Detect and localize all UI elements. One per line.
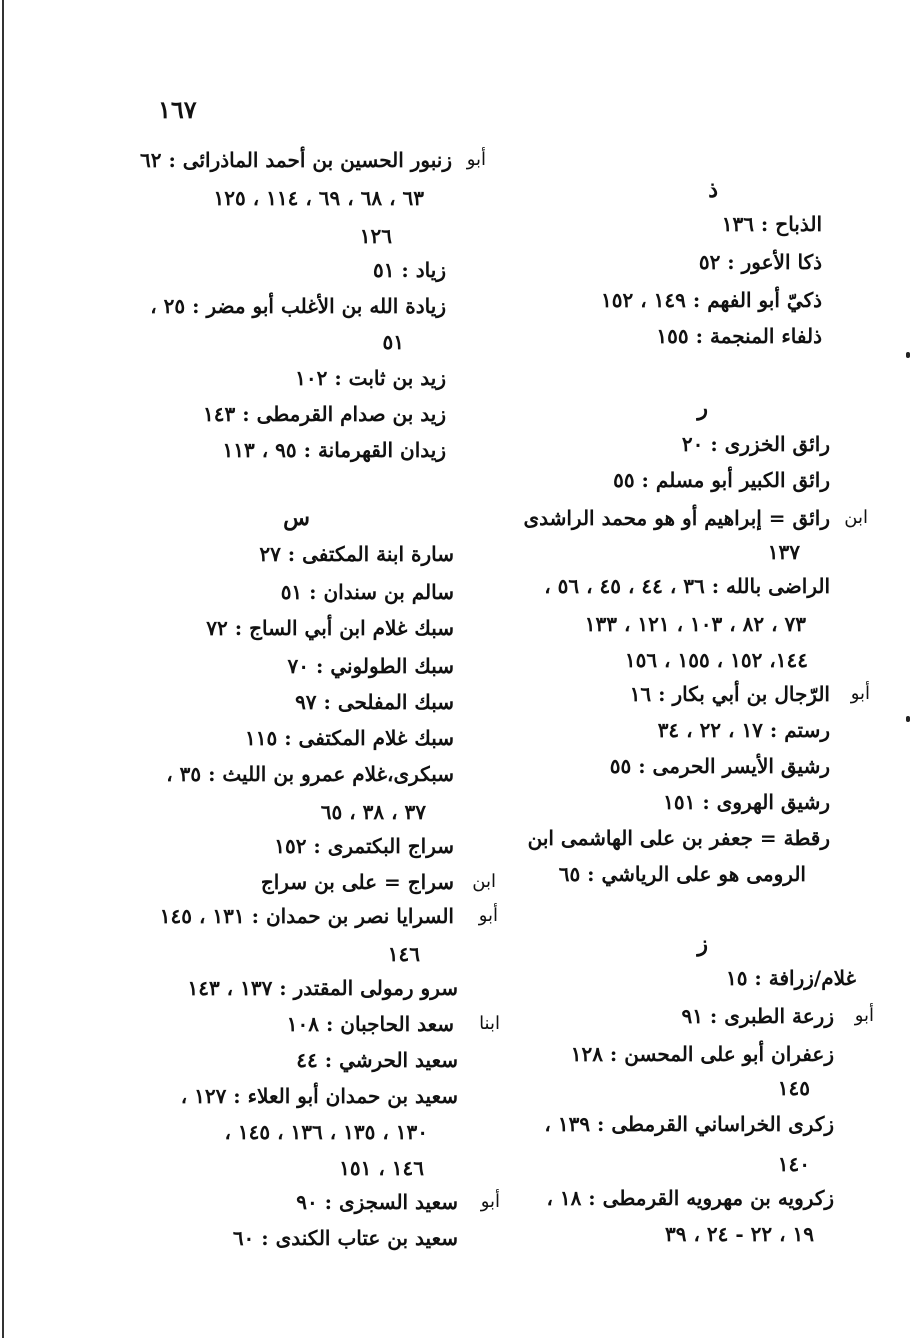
entry-prefix: أبو: [466, 149, 486, 170]
section-heading-dhal: ذ: [708, 177, 718, 203]
index-entry: زنبور الحسين بن أحمد الماذرائى : ٦٢: [140, 148, 452, 172]
index-entry: ١٩ ، ٢٢ - ٢٤ ، ٣٩: [665, 1222, 814, 1246]
margin-mark: [906, 352, 910, 358]
index-entry: ٧٣ ، ٨٢ ، ١٠٣ ، ١٢١ ، ١٣٣: [584, 612, 806, 636]
index-entry: سراج = على بن سراج: [260, 870, 454, 894]
entry-prefix: أبو: [478, 905, 498, 926]
index-entry: رشيق الأيسر الحرمى : ٥٥: [609, 754, 830, 778]
index-entry: زيد بن ثابت : ١٠٢: [295, 366, 446, 390]
section-heading-sin: س: [283, 505, 310, 531]
index-entry: سعيد السجزى : ٩٠: [296, 1190, 458, 1214]
index-entry: سبك الطولوني : ٧٠: [287, 654, 454, 678]
page-edge-line: [2, 0, 4, 1338]
index-entry: سبك غلام ابن أبي الساج : ٧٢: [206, 616, 454, 640]
index-entry: رائق = إبراهيم أو هو محمد الراشدى: [523, 506, 830, 530]
index-entry: ١٤٤، ١٥٢ ، ١٥٥ ، ١٥٦: [624, 648, 808, 672]
entry-prefix: أبو: [480, 1191, 500, 1212]
index-entry: الراضى بالله : ٣٦ ، ٤٤ ، ٤٥ ، ٥٦ ،: [544, 574, 830, 598]
index-entry: غلام/زرافة : ١٥: [725, 966, 856, 990]
index-entry: ٦٣ ، ٦٨ ، ٦٩ ، ١١٤ ، ١٢٥: [213, 186, 424, 210]
index-entry: ١٤٦ ، ١٥١: [339, 1156, 424, 1180]
index-entry: ٥١: [382, 330, 404, 354]
index-entry: سبكرى،غلام عمرو بن الليث : ٣٥ ،: [166, 762, 454, 786]
index-entry: زرعة الطبرى : ٩١: [681, 1004, 834, 1028]
index-entry: ١٣٧: [767, 540, 800, 564]
index-entry: رشيق الهروى : ١٥١: [663, 790, 830, 814]
index-entry: زيدان القهرمانة : ٩٥ ، ١١٣: [222, 438, 446, 462]
index-entry: ١٤٠: [777, 1152, 810, 1176]
index-entry: السرايا نصر بن حمدان : ١٣١ ، ١٤٥: [159, 904, 454, 928]
index-entry: سعيد بن حمدان أبو العلاء : ١٢٧ ،: [180, 1084, 458, 1108]
index-entry: سرو رمولى المقتدر : ١٣٧ ، ١٤٣: [187, 976, 458, 1000]
section-heading-ra: ر: [697, 395, 708, 421]
index-entry: ١٢٦: [359, 224, 392, 248]
index-entry: زياد : ٥١: [372, 258, 446, 282]
index-entry: ١٤٥: [777, 1076, 810, 1100]
index-entry: سعيد بن عتاب الكندى : ٦٠: [232, 1226, 458, 1250]
index-entry: سعد الحاجبان : ١٠٨: [286, 1012, 454, 1036]
index-entry: ١٣٠ ، ١٣٥ ، ١٣٦ ، ١٤٥ ،: [224, 1120, 428, 1144]
entry-prefix: أبو: [850, 683, 870, 704]
index-entry: ذكيّ أبو الفهم : ١٤٩ ، ١٥٢: [601, 288, 822, 312]
index-entry: سالم بن سندان : ٥١: [280, 580, 454, 604]
index-entry: رائق الكبير أبو مسلم : ٥٥: [613, 468, 830, 492]
section-heading-zay: ز: [697, 931, 708, 957]
index-entry: ذكا الأعور : ٥٢: [698, 250, 822, 274]
index-entry: سراج البكتمرى : ١٥٢: [274, 834, 454, 858]
index-entry: ١٤٦: [387, 942, 420, 966]
index-entry: ٣٧ ، ٣٨ ، ٦٥: [320, 800, 426, 824]
index-entry: زكرى الخراساني القرمطى : ١٣٩ ،: [544, 1112, 834, 1136]
index-entry: زيد بن صدام القرمطى : ١٤٣: [203, 402, 446, 426]
index-entry: الرّجال بن أبي بكار : ١٦: [629, 682, 830, 706]
index-entry: زكرويه بن مهرويه القرمطى : ١٨ ،: [546, 1186, 834, 1210]
index-entry: ذلفاء المنجمة : ١٥٥: [656, 324, 822, 348]
entry-prefix: ابنا: [479, 1013, 500, 1034]
entry-prefix: ابن: [844, 507, 868, 528]
index-entry: زعفران أبو على المحسن : ١٢٨: [570, 1042, 834, 1066]
page-number: ١٦٧: [158, 95, 197, 124]
index-entry: سارة ابنة المكتفى : ٢٧: [259, 542, 454, 566]
margin-mark: [906, 716, 910, 722]
index-entry: سبك غلام المكتفى : ١١٥: [245, 726, 454, 750]
index-entry: الذباح : ١٣٦: [721, 212, 822, 236]
index-entry: سبك المفلحى : ٩٧: [295, 690, 454, 714]
index-entry: الرومى هو على الرياشي : ٦٥: [558, 862, 806, 886]
index-entry: رقطة = جعفر بن على الهاشمى ابن: [527, 826, 830, 850]
index-entry: رستم : ١٧ ، ٢٢ ، ٣٤: [657, 718, 830, 742]
index-entry: رائق الخزرى : ٢٠: [681, 432, 830, 456]
entry-prefix: أبو: [854, 1005, 874, 1026]
index-entry: زيادة الله بن الأغلب أبو مضر : ٢٥ ،: [150, 294, 446, 318]
index-entry: سعيد الحرشي : ٤٤: [296, 1048, 458, 1072]
entry-prefix: ابن: [472, 871, 496, 892]
